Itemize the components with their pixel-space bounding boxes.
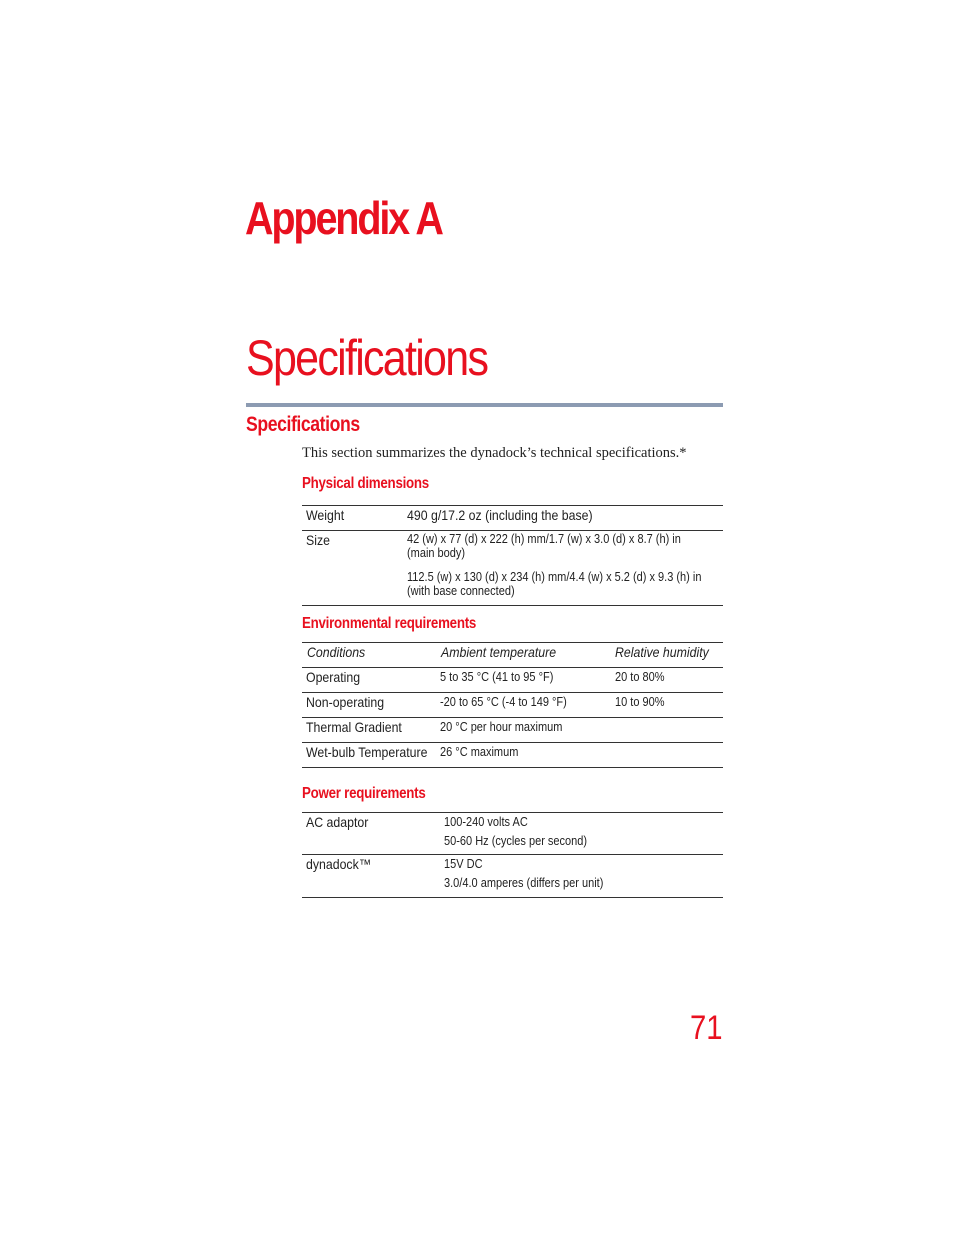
table-rule xyxy=(302,897,723,898)
table-rule xyxy=(302,742,723,743)
physical-row-label: Weight xyxy=(306,507,345,523)
environmental-condition: Thermal Gradient xyxy=(306,719,402,735)
physical-dimensions-heading: Physical dimensions xyxy=(302,475,429,492)
power-row-label: dynadock™ xyxy=(306,856,372,872)
intro-paragraph: This section summarizes the dynadock’s technical specifications.* xyxy=(302,445,687,461)
environmental-condition: Operating xyxy=(306,669,361,685)
environmental-temperature: 5 to 35 °C (41 to 95 °F) xyxy=(440,670,554,684)
physical-row-value: 490 g/17.2 oz (including the base) xyxy=(407,507,593,523)
section-heading: Specifications xyxy=(246,413,360,436)
physical-row-label: Size xyxy=(306,532,330,548)
environmental-condition: Non-operating xyxy=(306,694,385,710)
environmental-temperature: -20 to 65 °C (-4 to 149 °F) xyxy=(440,695,567,709)
column-header: Conditions xyxy=(307,644,366,660)
environmental-heading: Environmental requirements xyxy=(302,615,477,632)
table-rule xyxy=(302,692,723,693)
power-row-label: AC adaptor xyxy=(306,814,369,830)
power-row-value: 100-240 volts AC xyxy=(444,815,528,829)
table-rule xyxy=(302,767,723,768)
power-row-value: 15V DC xyxy=(444,857,483,871)
physical-row-value: 42 (w) x 77 (d) x 222 (h) mm/1.7 (w) x 3.0 (d) x 8.7 (h) in xyxy=(407,532,681,546)
table-rule xyxy=(302,812,723,813)
power-row-value: 50-60 Hz (cycles per second) xyxy=(444,834,588,848)
table-rule xyxy=(302,854,723,855)
table-rule xyxy=(302,530,723,531)
physical-row-value: 112.5 (w) x 130 (d) x 234 (h) mm/4.4 (w) x 5.2 (d) x 9.3 (h) in xyxy=(407,570,702,584)
page-number: 71 xyxy=(690,1009,723,1047)
environmental-condition: Wet-bulb Temperature xyxy=(306,744,428,760)
table-rule xyxy=(302,667,723,668)
column-header: Ambient temperature xyxy=(441,644,557,660)
environmental-temperature: 20 °C per hour maximum xyxy=(440,720,563,734)
table-rule xyxy=(302,717,723,718)
appendix-title: Appendix A xyxy=(245,192,442,244)
environmental-humidity: 10 to 90% xyxy=(615,695,665,709)
power-row-value: 3.0/4.0 amperes (differs per unit) xyxy=(444,876,604,890)
table-rule xyxy=(302,605,723,606)
environmental-humidity: 20 to 80% xyxy=(615,670,665,684)
table-rule xyxy=(302,642,723,643)
column-header: Relative humidity xyxy=(615,644,709,660)
physical-row-value: (main body) xyxy=(407,546,466,560)
physical-row-value: (with base connected) xyxy=(407,584,515,598)
chapter-title: Specifications xyxy=(246,330,488,386)
section-divider xyxy=(246,403,723,407)
table-rule xyxy=(302,505,723,506)
power-heading: Power requirements xyxy=(302,785,426,802)
environmental-temperature: 26 °C maximum xyxy=(440,745,519,759)
